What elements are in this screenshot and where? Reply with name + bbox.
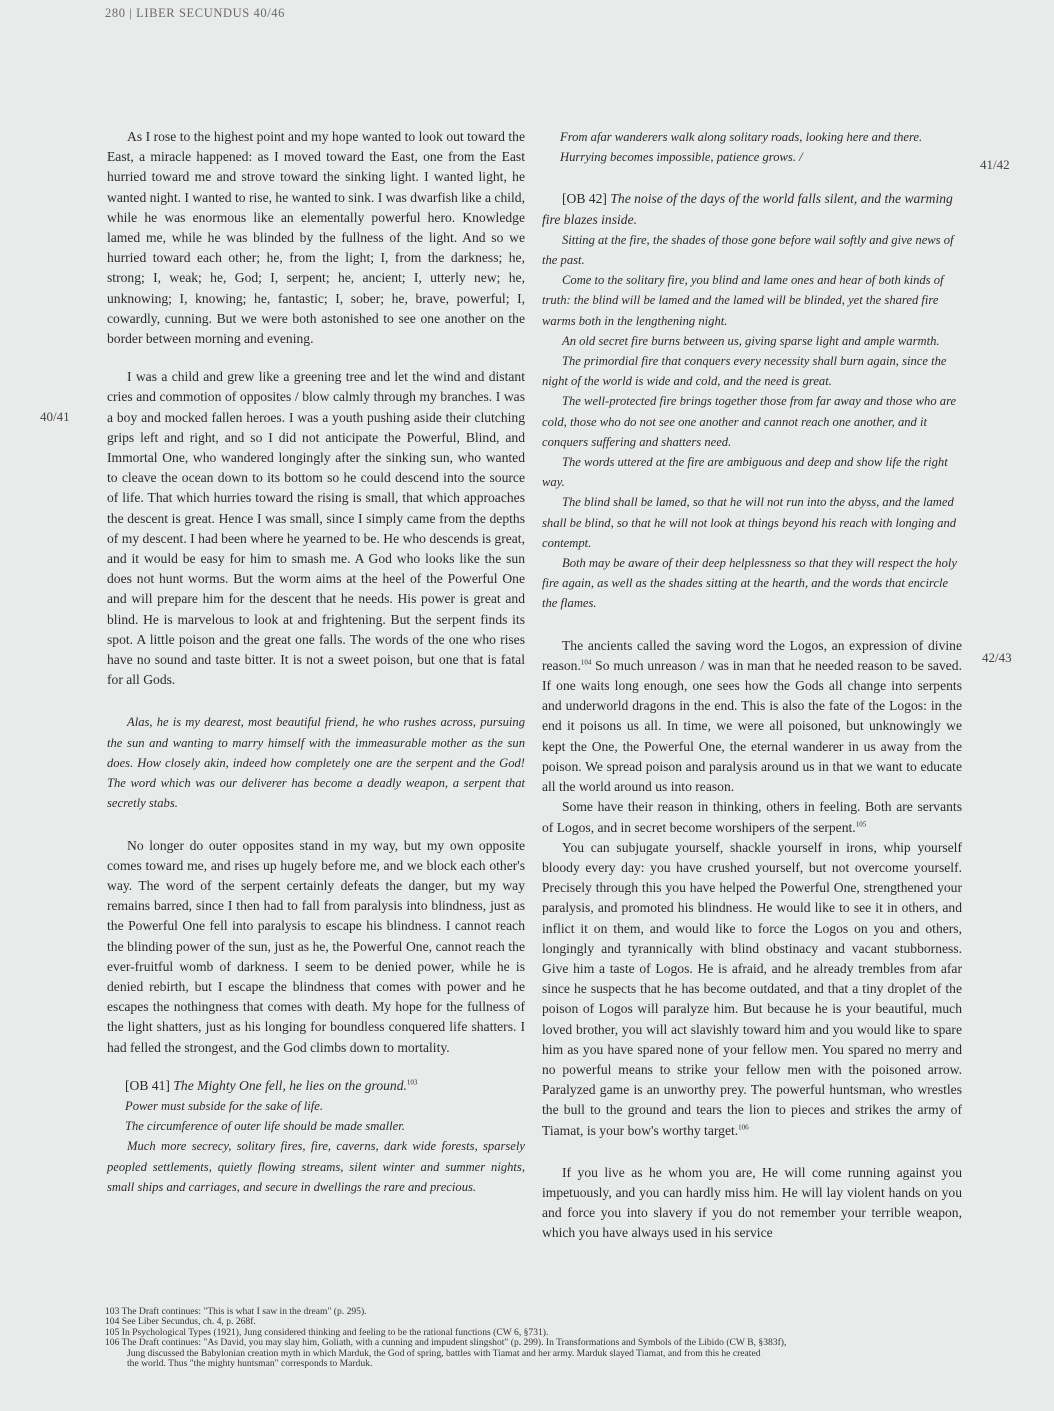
ob41-line: Much more secrecy, solitary fires, fire, caverns, dark wide forests, sparsely peopled settlements, quietly flowing streams, silent winter and summer nights, small ships and carriages, and secure in dwellings the rare and precious. — [107, 1139, 525, 1194]
paragraph-text: You can subjugate yourself, shackle yourself in irons, whip yourself bloody every day: you have crushed yourself, but not overcome yourself. Precisely through this you have helped the Powerful One, strengthened your paralysis, and promoted his blindness. He would like to see it in others, and inflict it on them, and would like to force the Logos on you and others, longingly and tyrannically with blind obstinacy and vacant stubborness. Give him a taste of Logos. He is afraid, and he already trembles from afar since he suspects that he has become outdated, and that a tiny droplet of the poison of Logos will paralyze him. But because he is your beautiful, much loved brother, you will act slavishly toward him and you would like to spare him as you have spared none of your fellow men. You spared no merry and no powerful means to strike your fellow men with the poisoned arrow. Paralyzed game is an unworthy prey. The powerful huntsman, who wrestles the bull to the ground and tears the lion to pieces and strikes the army of Tiamat, is your bow's worthy target. — [542, 839, 962, 1138]
footnotes — [105, 1307, 955, 1369]
ob42-line: The blind shall be lamed, so that he will not run into the abyss, and the lamed shall be blind, so that he will not look at things beyond his reach with longing and contempt. — [542, 495, 957, 550]
paragraph — [542, 797, 962, 837]
verse-line: From afar wanderers walk along solitary roads, looking here and there. — [560, 130, 923, 144]
left-column — [107, 127, 525, 1197]
paragraph: As I rose to the highest point and my hope wanted to look out toward the East, a miracle happened: as I moved toward the East, one from the East hurried toward me and strove toward the sinking light. I wanted light, he wanted night. I wanted to rise, he wanted to sink. I was dwarfish like a child, while he was enormous like an elementally powerful hero. Knowledge lamed me, while he was blinded by the fullness of the light. And so we hurried toward each other; he, from the light; I, from the darkness; he, strong; I, weak; he, God; I, serpent; he, ancient; I, utterly new; he, unknowing; I, knowing; he, fantastic; I, sober; he, brave, powerful; I, cowardly, cunning. But we were both astonished to see one another on the border between morning and evening. — [107, 129, 525, 347]
ob41-line — [107, 1076, 525, 1096]
ob41-line: Power must subside for the sake of life. — [125, 1098, 323, 1113]
ob42-line: Both may be aware of their deep helplessness so that they will respect the holy fire again, as well as the shades sitting at the hearth, and the words that encircle the flames. — [542, 556, 957, 611]
right-column — [542, 127, 962, 1244]
footnote-marker: 106 — [738, 1123, 749, 1132]
footnote-marker: 103 — [406, 1078, 418, 1087]
ob42-line: The words uttered at the fire are ambiguous and deep and show life the right way. — [542, 455, 948, 490]
italic-paragraph: Alas, he is my dearest, most beautiful friend, he who rushes across, pursuing the sun and wanting to marry himself with the immeasurable mother as the sun does. How closely akin, indeed how completely one are the serpent and the God! The word which was our deliverer has become a deadly weapon, a serpent that secretly stabs. — [107, 715, 525, 811]
header-separator: | — [129, 6, 133, 20]
paragraph — [542, 838, 962, 1141]
running-header — [105, 6, 285, 21]
footnote-106: 106 The Draft continues: "As David, you may slay him, Goliath, with a cunning and impudent slingshot" (p. 299). In Transformations and Symbols of the Libido (CW B, §383f), — [105, 1337, 787, 1349]
page-number: 280 — [105, 6, 126, 20]
paragraph-text: So much unreason / was in man that he needed reason to be saved. If one waits long enough, one sees how the Gods all change into serpents and underworld dragons in the end. This is also the fate of the Logos: in the end it poisons us all. In time, we were all poisoned, but unknowingly we kept the One, the Powerful One, the eternal wanderer in us away from the poison. We spread poison and paralysis around us in that we want to educate all the world around us into reason. — [542, 657, 962, 795]
footnote-marker: 105 — [855, 819, 867, 828]
ob42-line: The primordial fire that conquers every necessity shall burn again, since the night of the world is wide and cold, and the need is great. — [542, 354, 947, 389]
margin-folio-41-42: 41/42 — [980, 157, 1010, 172]
margin-folio-40-41: 40/41 — [40, 409, 70, 424]
ob42-line — [542, 189, 962, 229]
paragraph: I was a child and grew like a greening tree and let the wind and distant cries and commotion of opposites / blow calmly through my branches. I was a boy and mocked fallen heroes. I was a youth pushing aside their clutching grips left and right, and so I did not anticipate the Powerful, Blind, and Immortal One, who wandered longingly after the sinking sun, who wanted to cleave the ocean down to its bottom so he could descend into the source of life. That which hurries toward the rising is small, that which approaches the descent is great. Hence I was small, since I simply came from the depths of my descent. I had been where he yearned to be. He who descends is great, and it would be easy for him to smash me. A God who looks like the sun does not hunt worms. But the worm aims at the heel of the Powerful One and will prepare him for the descent that he needs. His power is great and blind. He is marvelous to look at and frightening. But the serpent finds its spot. A little poison and the great one falls. The words of the one who rises have no sound and taste bitter. It is not a sweet poison, but one that is fatal for all Gods. — [107, 369, 525, 688]
ob42-label: [OB 42] — [562, 191, 607, 207]
footnote-marker: 104 — [580, 658, 592, 667]
margin-folio-42-43: 42/43 — [982, 650, 1012, 665]
paragraph-text: Some have their reason in thinking, others in feeling. Both are servants of Logos, and in secret become worshipers of the serpent. — [542, 799, 962, 835]
ob41-label: [OB 41] — [125, 1077, 170, 1093]
ob42-line: Come to the solitary fire, you blind and lame ones and hear of both kinds of truth: the blind will be lamed and the lamed will be blinded, yet the shared fire warms both in the lengthening night. — [542, 273, 944, 328]
footnote-106-continued: Jung discussed the Babylonian creation myth in which Marduk, the God of spring, battles with Tiamat and her army. Marduk slayed Tiamat, and from this he created — [127, 1347, 761, 1359]
paragraph: If you live as he whom you are, He will come running against you impetuously, and you can hardly miss him. He will lay violent hands on you and force you into slavery if you do not remember your terrible weapon, which you have always used in his service — [542, 1164, 962, 1241]
paragraph-text: The ancients called the saving word the Logos, an expression of divine reason. — [542, 637, 962, 673]
ob42-line: An old secret fire burns between us, giving sparse light and ample warmth. — [562, 333, 940, 348]
ob42-text: The noise of the days of the world falls silent, and the warming fire blazes inside. — [542, 191, 953, 227]
footnote-104: 104 See Liber Secundus, ch. 4, p. 268f. — [105, 1316, 256, 1328]
paragraph: No longer do outer opposites stand in my way, but my own opposite comes toward me, and rises up hugely before me, and we block each other's way. The word of the serpent certainly defeats the danger, but my way remains barred, since I then had to fall from paralysis into blindness, just as the Powerful One fell into paralysis to escape his blindness. I cannot reach the blinding power of the sun, just as he, the Powerful One, cannot reach the ever-fruitful womb of darkness. I seem to be denied power, while he is denied rebirth, but I escape the blindness that comes with power and he escapes the nothingness that comes with death. My hope for the fullness of the light shatters, just as his longing for boundless conquered life shatters. I had felled the strongest, and the God climbs down to mortality. — [107, 837, 525, 1055]
footnote-103: 103 The Draft continues: "This is what I saw in the dream" (p. 295). — [105, 1306, 367, 1317]
ob42-line: Sitting at the fire, the shades of those gone before wail softly and give news of the past. — [542, 232, 954, 268]
footnote-105: 105 In Psychological Types (1921), Jung considered thinking and feeling to be the rational functions (CW 6, §731). — [105, 1326, 549, 1338]
footnote-106-continued: the world. Thus "the mighty huntsman" corresponds to Marduk. — [127, 1358, 373, 1370]
ob41-line: The circumference of outer life should be made smaller. — [125, 1119, 405, 1134]
ob42-line: The well-protected fire brings together those from far away and those who are cold, those who do not see one another and cannot reach one another, and it conquers suffering and shatters need. — [542, 394, 957, 449]
folio-number: 40/46 — [253, 6, 285, 20]
section-title: LIBER SECUNDUS — [136, 6, 250, 20]
verse-line: Hurrying becomes impossible, patience grows. / — [560, 150, 803, 165]
ob41-text: The Mighty One fell, he lies on the ground. — [173, 1077, 407, 1093]
paragraph — [542, 636, 962, 798]
